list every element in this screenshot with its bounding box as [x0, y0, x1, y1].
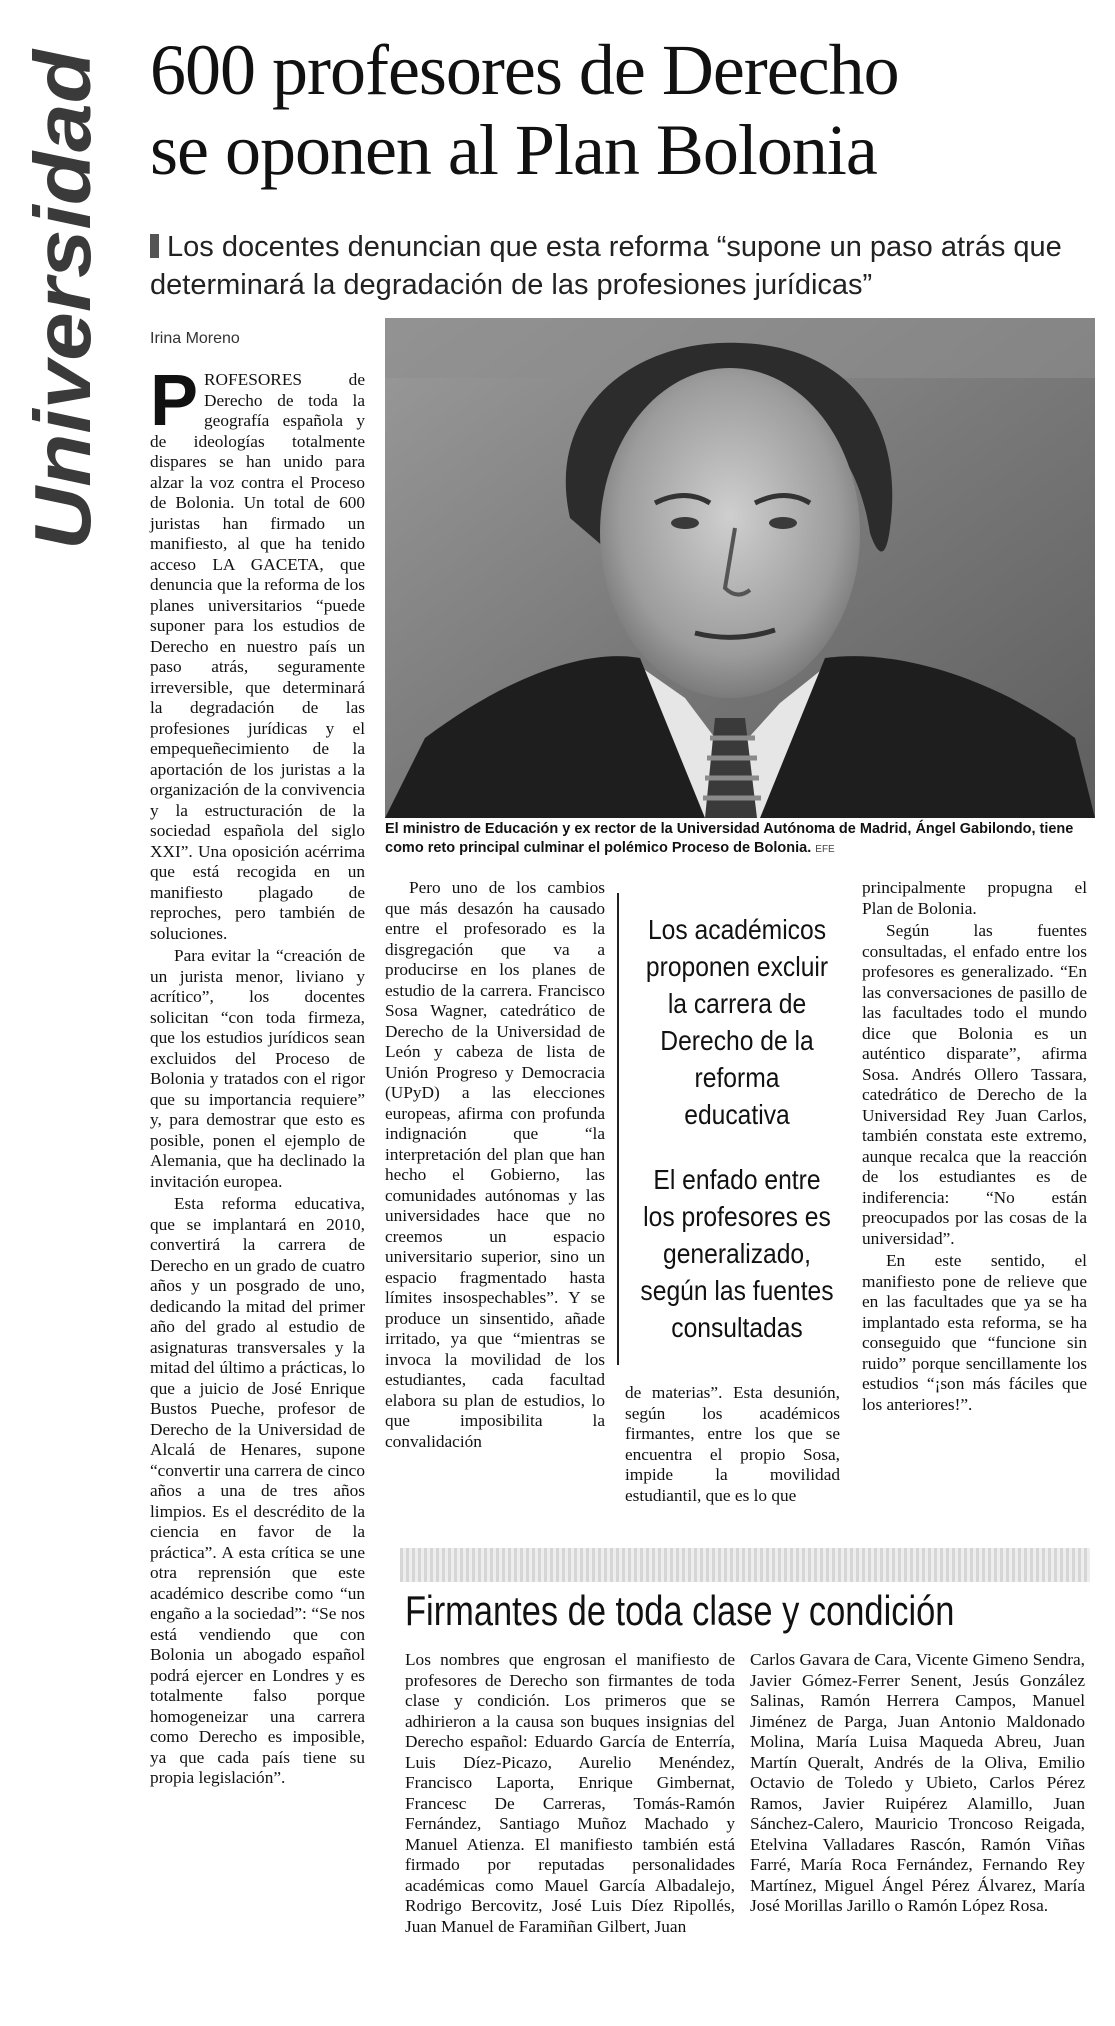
paragraph — [150, 361, 365, 944]
byline: Irina Moreno — [150, 330, 240, 347]
section-label-text: Universidad — [18, 92, 107, 550]
article-column-4 — [862, 878, 1087, 1417]
paragraph-text: ROFESORES de Derecho de toda la geografía española y de ideologías totalmente dispares se han unido para alzar la voz contra el Proceso de Bolonia. Un total de 600 juristas han firmado un manifiesto, al que ha tenido acceso LA GACETA, que denuncia que la reforma de los planes universitarios “puede suponer para los estudios de Derecho en nuestro país un paso atrás, seguramente irreversible, que determinará la degradación de las profesiones jurídicas y el empequeñecimiento de la aportación de los juristas a la organización de la convivencia y la estructuración de la sociedad española del siglo XXI”. Una oposición acérrima que está recogida en un manifiesto plagado de reproches, pero también de soluciones. — [150, 370, 365, 943]
section-label — [8, 30, 108, 550]
subheadline — [150, 228, 1095, 304]
headline-line-2: se oponen al Plan Bolonia — [150, 110, 877, 190]
subheadline-text: Los docentes denuncian que esta reforma “supone un paso atrás que determinará la degradación de las profesiones jurídicas” — [150, 231, 1062, 301]
paragraph: principalmente propugna el Plan de Bolonia. — [862, 878, 1087, 918]
paragraph: En este sentido, el manifiesto pone de relieve que en las facultades que ya se ha implantado esta reforma, se ha conseguido que “funcione sin ruido” porque sencillamente los estudios “¡son más fáciles que los anteriores!”. — [862, 1251, 1087, 1414]
subhead-bar-icon — [150, 234, 159, 258]
paragraph: Pero uno de los cambios que más desazón ha causado entre el profesorado es la disgregación que va a producirse en los planes de estudio de la carrera. Francisco Sosa Wagner, catedrático de Derecho de la Universidad de León y cabeza de lista de Unión Progreso y Democracia (UPyD) a las elecciones europeas, afirma con profunda indignación que “la interpretación del plan que han hecho el Gobierno, las comunidades autónomas y las universidades hace que no creemos un espacio universitario superior, sino un espacio fragmentado hasta límites insospechables”. Y se produce un sinsentido, añade irritado, ya que “mientras se invoca la movilidad de los estudiantes, cada facultad elabora su plan de estudios, lo que imposibilita la convalidación — [385, 878, 605, 1451]
box-column-1 — [405, 1650, 735, 1939]
article-column-2 — [385, 878, 605, 1454]
paragraph: Según las fuentes consultadas, el enfado entre los profesores es generalizado. “En las conversaciones de pasillo de las facultades todo el mundo dice que Bolonia es un auténtico disparate”, afirma Sosa. Andrés Ollero Tassara, catedrático de Derecho de la Universidad Rey Juan Carlos, también constata este extremo, aunque recalca que la reacción de los estudiantes es de indiferencia: “No están preocupados por las cosas de la universidad”. — [862, 921, 1087, 1248]
article-column-1 — [150, 361, 365, 1791]
pull-quote-1: Los académicos proponen excluir la carrera de Derecho de la reforma educativa — [645, 914, 829, 1130]
portrait-photo — [385, 318, 1095, 818]
pull-quote-2: El enfado entre los profesores es generalizado, según las fuentes consultadas — [640, 1164, 834, 1343]
headline — [150, 30, 1090, 190]
headline-line-1: 600 profesores de Derecho — [150, 30, 899, 110]
paragraph: Esta reforma educativa, que se implantará en 2010, convertirá la carrera de Derecho en un grado de cuatro años y un posgrado de uno, dedicando la mitad del primer año del grado al estudio de asignaturas transversales y la mitad del último a prácticas, lo que a juicio de José Enrique Bustos Pueche, profesor de Derecho de la Universidad de Alcalá de Henares, supone “convertir una carrera de cinco años a una de tres años limpios. Es el descrédito de la ciencia en favor de la práctica”. A esta crítica se une otra reprensión que este académico describe como “un engaño a la sociedad”: “Se nos está vendiendo que con Bolonia un abogado español podrá ejercer en Londres y es totalmente falso porque homogeneizar una carrera como Derecho es imposible, ya que cada país tiene su propia legislación”. — [150, 1194, 365, 1787]
paragraph: de materias”. Esta desunión, según los académicos firmantes, entre los que se encuentra el propio Sosa, impide la movilidad estudiantil, que es lo que — [625, 1383, 840, 1505]
box-title: Firmantes de toda clase y condición — [405, 1587, 955, 1634]
photo-caption-text: El ministro de Educación y ex rector de la Universidad Autónoma de Madrid, Ángel Gabilondo, tiene como reto principal culminar el polémico Proceso de Bolonia. — [385, 821, 1074, 856]
pull-quotes — [617, 893, 847, 1365]
photo-caption — [385, 820, 1095, 859]
paragraph: Carlos Gavara de Cara, Vicente Gimeno Sendra, Javier Gómez-Ferrer Senent, Jesús González Salinas, Ramón Herrera Campos, Manuel Jiménez de Parga, Juan Antonio Maldonado Molina, María Luisa Maqueda Abreu, Juan Martín Queralt, Andrés de la Oliva, Emilio Octavio de Toledo y Ubieto, Carlos Pérez Ramos, Javier Ruipérez Alamillo, Juan Sánchez-Calero, Mauricio Troncoso Reigada, Etelvina Valladares Rascón, Ramón Viñas Farré, María Roca Fernández, Fernando Rey Martínez, Miguel Ángel Pérez Álvarez, María José Morillas Jarillo o Ramón López Rosa. — [750, 1650, 1085, 1915]
box-header-band — [400, 1548, 1090, 1582]
box-column-2 — [750, 1650, 1085, 1919]
photo-credit: EFE — [815, 844, 835, 855]
paragraph: Para evitar la “creación de un jurista menor, liviano y acrítico”, los docentes solicitan “con toda firmeza, que los estudios jurídicos sean excluidos del Proceso de Bolonia y tratados con el rigor que su importancia requiere” y, para demostrar que esto es posible, ponen el ejemplo de Alemania, que ha declinado la invitación europea. — [150, 946, 365, 1191]
signatories-box — [385, 1548, 1095, 2018]
portrait-photo-icon — [385, 318, 1095, 818]
article-column-3 — [625, 1383, 840, 1508]
drop-cap: P — [150, 361, 199, 441]
paragraph: Los nombres que engrosan el manifiesto de profesores de Derecho son firmantes de toda clase y condición. Los primeros que se adhirieron a la causa son buques insignias del Derecho español: Eduardo García de Enterría, Luis Díez-Picazo, Aurelio Menéndez, Francisco Laporta, Enrique Gimbernat, Francesc De Carreras, Tomás-Ramón Fernández, Santiago Muñoz Machado y Manuel Atienza. El manifiesto también está firmado por reputadas personalidades académicas como Mauel García Albadalejo, Rodrigo Bercovitz, José Luis Díez Ripollés, Juan Manuel de Faramiñan Gilbert, Juan — [405, 1650, 735, 1936]
